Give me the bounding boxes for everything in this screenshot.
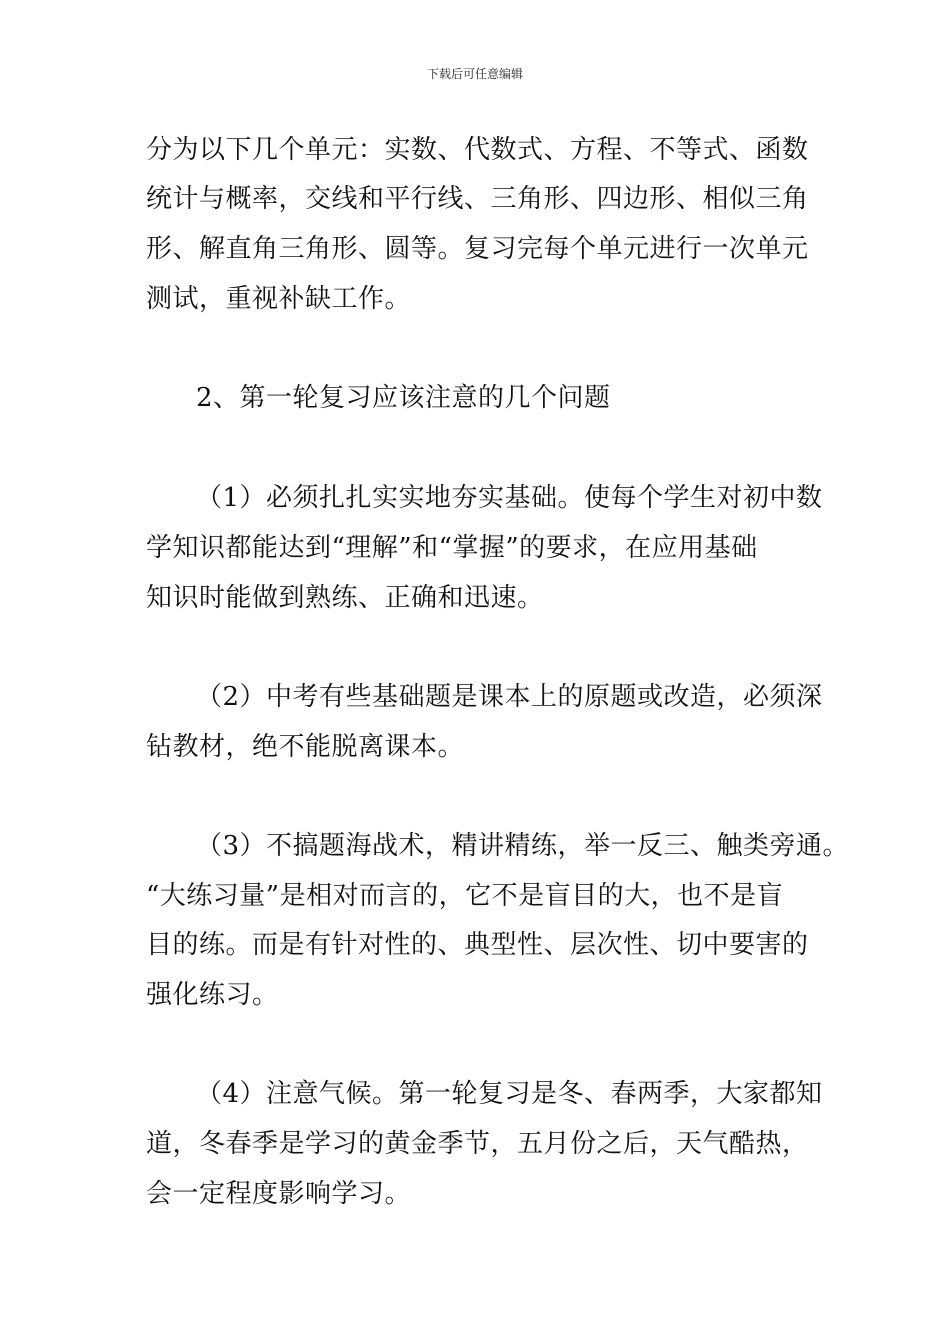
- paragraph-4-line-2: “大练习量”是相对而言的，它不是盲目的大，也不是盲: [146, 881, 784, 911]
- paragraph-4-line-3: 目的练。而是有针对性的、典型性、层次性、切中要害的: [146, 930, 809, 960]
- paragraph-5-line-1: （4）注意气候。第一轮复习是冬、春两季，大家都知: [196, 1079, 823, 1109]
- paragraph-1-line-1: 分为以下几个单元：实数、代数式、方程、不等式、函数: [146, 135, 809, 165]
- paragraph-3-line-2: 钻教材，绝不能脱离课本。: [146, 732, 465, 762]
- paragraph-5-line-3: 会一定程度影响学习。: [146, 1179, 412, 1209]
- paragraph-1-line-2: 统计与概率，交线和平行线、三角形、四边形、相似三角: [146, 184, 809, 214]
- paragraph-5-line-2: 道，冬春季是学习的黄金季节，五月份之后，天气酷热，: [146, 1129, 809, 1159]
- paragraph-2-line-2: 学知识都能达到“理解”和“掌握”的要求，在应用基础: [146, 533, 758, 563]
- paragraph-4-line-1: （3）不搞题海战术，精讲精练，举一反三、触类旁通。: [196, 831, 850, 861]
- paragraph-1-line-4: 测试，重视补缺工作。: [146, 284, 412, 314]
- paragraph-3-line-1: （2）中考有些基础题是课本上的原题或改造，必须深: [196, 682, 823, 712]
- paragraph-4-line-4: 强化练习。: [146, 980, 279, 1010]
- paragraph-2-line-3: 知识时能做到熟练、正确和迅速。: [146, 583, 544, 613]
- paragraph-2-line-1: （1）必须扎扎实实地夯实基础。使每个学生对初中数: [196, 483, 823, 513]
- page-header: 下载后可任意编辑: [426, 67, 523, 81]
- paragraph-1-line-3: 形、解直角三角形、圆等。复习完每个单元进行一次单元: [146, 234, 809, 264]
- section-heading: 2、第一轮复习应该注意的几个问题: [196, 383, 611, 413]
